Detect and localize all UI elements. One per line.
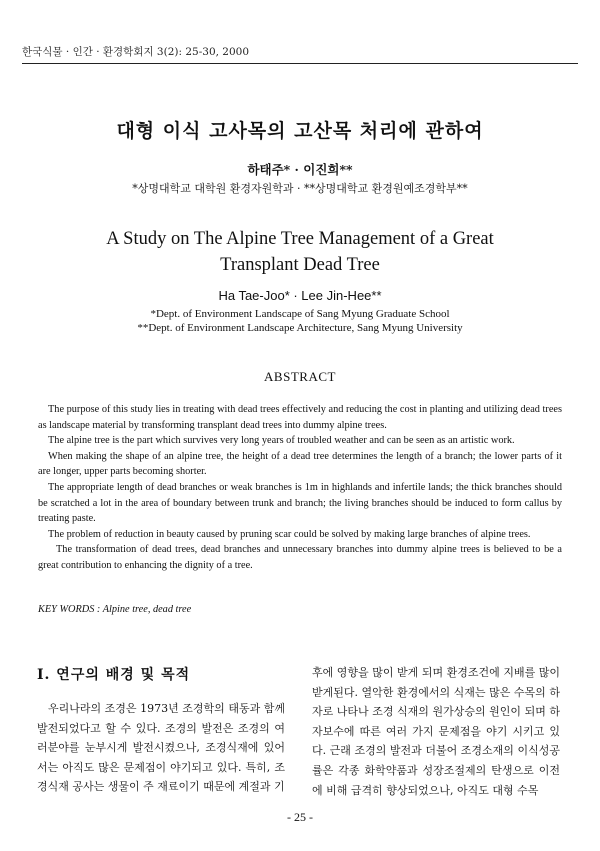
header-rule [22, 63, 578, 64]
running-head: 한국식물 · 인간 · 환경학회지 3(2): 25-30, 2000 [22, 46, 250, 58]
english-affiliations [0, 307, 600, 335]
abstract-paragraph: The transformation of dead trees, dead branches and unnecessary branches into dummy alpine trees is believed to be a great contribution to enhancing the dignity of a tree. [38, 544, 562, 571]
english-title-line2: Transplant Dead Tree [220, 255, 380, 275]
abstract-paragraph: The problem of reduction in beauty caused by pruning scar could be solved by making large branches of alpine trees. [48, 528, 531, 540]
body-paragraph: 우리나라의 조경은 1973년 조경학의 태동과 함께 발전되었다고 할 수 있다. 조경의 발전은 조경의 여러분야를 눈부시게 발전시켰으나, 조경식재에 있어서는 아직도 많은 문제점이 야기되고 있다. 특히, 조경식재 공사는 생물이 주 재료이기 때문에 계절과 기 [37, 702, 285, 794]
section-heading: Ⅰ. 연구의 배경 및 목적 [37, 667, 191, 683]
abstract-paragraph: When making the shape of an alpine tree, the height of a dead tree determines the length of a branch; the lower parts of it are longer, upper parts becoming shorter. [38, 450, 562, 478]
abstract-paragraph: The alpine tree is the part which survives very long years of troubled weather and can be seen as an artistic work. [48, 435, 515, 447]
abstract-heading: ABSTRACT [264, 369, 336, 384]
body-paragraph: 후에 영향을 많이 받게 되며 환경조건에 지배를 많이 받게된다. 열악한 환경에서의 식재는 많은 수목의 하자로 나타나 조경 식재의 원가상승의 원인이 되며 하자보수에 따른 여러 가지 문제점을 야기 시키고 있다. 근래 조경의 발전과 더불어 조경소재의 이식성공률은 각종 화학약품과 성장조절제의 탄생으로 이전에 비해 급격히 향상되었으나, 아직도 대형 수목 [312, 666, 560, 797]
abstract-paragraph: The appropriate length of dead branches or weak branches is 1m in highlands and infertile lands; the thick branches should be scratched a lot in the area of boundary between trunk and branch; the living branches should be induced to form callus by treating paste. [38, 481, 562, 525]
page-number: - 25 - [287, 810, 313, 824]
korean-affiliations: *상명대학교 대학원 환경자원학과 · **상명대학교 환경원예조경학부** [132, 182, 468, 195]
keywords: KEY WORDS : Alpine tree, dead tree [38, 604, 192, 615]
english-affiliation-2: **Dept. of Environment Landscape Architecture, Sang Myung University [137, 322, 463, 334]
korean-authors: 하태주* · 이진희** [247, 162, 353, 177]
english-authors: Ha Tae-Joo* · Lee Jin-Hee** [218, 288, 382, 303]
abstract-paragraph: The purpose of this study lies in treating with dead trees effectively and reducing the cost in planting and utilizing dead trees as landscape material by transforming transplant dead trees into dummy alpine trees. [38, 404, 562, 431]
abstract-body [38, 402, 562, 574]
korean-title: 대형 이식 고사목의 고산목 처리에 관하여 [116, 120, 484, 142]
body-column-right [312, 663, 560, 800]
english-title-line1: A Study on The Alpine Tree Management of a Great [106, 229, 494, 249]
english-title [0, 226, 600, 278]
english-affiliation-1: *Dept. of Environment Landscape of Sang Myung Graduate School [150, 308, 450, 320]
